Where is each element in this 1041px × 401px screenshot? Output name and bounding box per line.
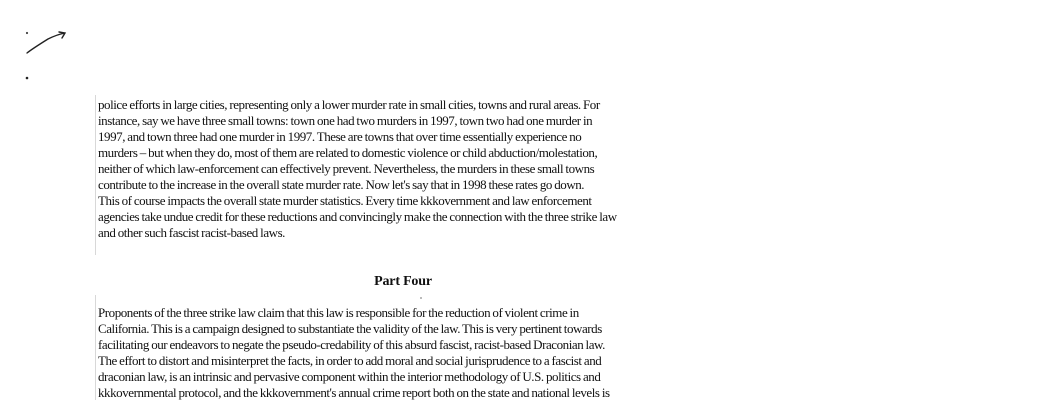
scan-left-rule [95,295,96,400]
paragraph-crime-statistics [98,97,738,241]
paragraph-line: facilitating our endeavors to negate the pseudo-credability of this absurd fascist, racist-based Draconian law. [98,337,605,352]
section-heading: Part Four [374,274,432,289]
scan-dot-bottom [26,77,29,80]
paragraph-line: 1997, and town three had one murder in 1997. These are towns that over time essentially experience no [98,129,582,144]
paragraph-line: The effort to distort and misinterpret the facts, in order to add moral and social jurisprudence to a fascist and [98,353,602,368]
paragraph-line: agencies take undue credit for these reductions and convincingly make the connection with the three strike law [98,209,617,224]
scan-stroke [27,32,65,53]
scan-dot-top [26,32,28,34]
paragraph-line: murders – but when they do, most of them are related to domestic violence or child abduction/molestation, [98,145,598,160]
paragraph-line: instance, say we have three small towns: town one had two murders in 1997, town two had one murder in [98,113,593,128]
paragraph-line: Proponents of the three strike law claim that this law is responsible for the reduction of violent crime in [98,305,579,320]
paragraph-three-strike-law [98,305,738,401]
paragraph-line: California. This is a campaign designed to substantiate the validity of the law. This is very pertinent towards [98,321,602,336]
paragraph-line: neither of which law-enforcement can effectively prevent. Nevertheless, the murders in these small towns [98,161,595,176]
paragraph-line: draconian law, is an intrinsic and pervasive component within the interior methodology of U.S. politics and [98,369,601,384]
paragraph-line: police efforts in large cities, representing only a lower murder rate in small cities, towns and rural areas. For [98,97,600,112]
paragraph-line: and other such fascist racist-based laws. [98,225,285,240]
paragraph-line: contribute to the increase in the overall state murder rate. Now let's say that in 1998 these rates go down. [98,177,585,192]
paragraph-line: This of course impacts the overall state murder statistics. Every time kkkovernment and law enforcement [98,193,592,208]
scan-artifact-mark [18,24,70,84]
scan-speck [420,297,422,299]
paragraph-line: kkkovernmental protocol, and the kkkovernment's annual crime report both on the state and national levels is [98,385,610,400]
scan-left-rule [95,95,96,255]
